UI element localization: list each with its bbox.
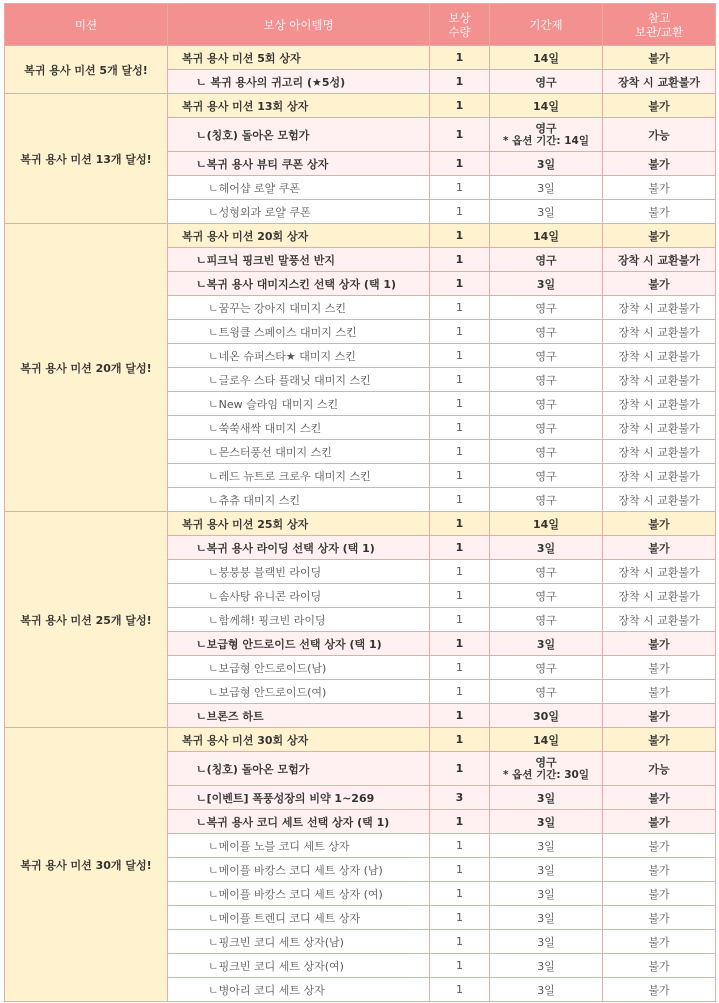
item-name-cell: ㄴ메이플 노블 코디 세트 상자 (168, 834, 430, 858)
qty-cell: 1 (430, 464, 490, 488)
qty-cell: 1 (430, 752, 490, 786)
mission-cell: 복귀 용사 미션 30개 달성! (5, 728, 168, 1002)
qty-cell: 1 (430, 978, 490, 1002)
qty-cell: 1 (430, 440, 490, 464)
note-cell: 가능 (603, 118, 716, 152)
qty-cell: 1 (430, 416, 490, 440)
note-cell: 불가 (603, 632, 716, 656)
table-header-row (5, 4, 716, 46)
qty-cell: 1 (430, 46, 490, 70)
qty-cell: 1 (430, 320, 490, 344)
note-cell: 불가 (603, 930, 716, 954)
item-name-cell: ㄴ 복귀 용사의 귀고리 (★5성) (168, 70, 430, 94)
item-name-cell: 복귀 용사 미션 5회 상자 (168, 46, 430, 70)
note-cell: 장착 시 교환불가 (603, 368, 716, 392)
period-cell: 영구 (490, 296, 603, 320)
qty-cell: 1 (430, 224, 490, 248)
note-cell: 불가 (603, 224, 716, 248)
period-cell: 3일 (490, 978, 603, 1002)
note-cell: 불가 (603, 46, 716, 70)
item-name-cell: ㄴ쑥쑥새싹 대미지 스킨 (168, 416, 430, 440)
header-item: 보상 아이템명 (168, 4, 430, 46)
note-cell: 불가 (603, 680, 716, 704)
qty-cell: 1 (430, 656, 490, 680)
qty-cell: 1 (430, 930, 490, 954)
item-name-cell: ㄴ메이플 바캉스 코디 세트 상자 (여) (168, 882, 430, 906)
header-note-line2: 보관/교환 (634, 24, 684, 39)
item-name-cell: ㄴ복귀 용사 코디 세트 선택 상자 (택 1) (168, 810, 430, 834)
period-cell: 3일 (490, 810, 603, 834)
period-cell (490, 752, 603, 786)
period-cell: 3일 (490, 152, 603, 176)
item-name-cell: ㄴ피크닉 핑크빈 말풍선 반지 (168, 248, 430, 272)
item-name-cell: ㄴ솜사탕 유니콘 라이딩 (168, 584, 430, 608)
header-note (603, 4, 716, 46)
qty-cell: 1 (430, 176, 490, 200)
note-cell: 불가 (603, 704, 716, 728)
period-cell: 영구 (490, 560, 603, 584)
item-name-cell: ㄴ복귀 용사 뷰티 쿠폰 상자 (168, 152, 430, 176)
note-cell: 장착 시 교환불가 (603, 440, 716, 464)
note-cell: 장착 시 교환불가 (603, 416, 716, 440)
qty-cell: 1 (430, 728, 490, 752)
header-mission: 미션 (5, 4, 168, 46)
note-cell: 불가 (603, 200, 716, 224)
period-cell: 영구 (490, 320, 603, 344)
period-cell: 3일 (490, 906, 603, 930)
item-name-cell: 복귀 용사 미션 30회 상자 (168, 728, 430, 752)
qty-cell: 1 (430, 858, 490, 882)
period-cell: 영구 (490, 368, 603, 392)
header-qty (430, 4, 490, 46)
qty-cell: 1 (430, 632, 490, 656)
period-cell: 영구 (490, 248, 603, 272)
period-cell: 영구 (490, 680, 603, 704)
period-cell: 영구 (490, 416, 603, 440)
item-name-cell: ㄴ성형외과 로얄 쿠폰 (168, 200, 430, 224)
period-cell (490, 118, 603, 152)
table-row (5, 46, 716, 70)
note-cell: 장착 시 교환불가 (603, 344, 716, 368)
qty-cell: 1 (430, 810, 490, 834)
item-name-cell: ㄴ핑크빈 코디 세트 상자(여) (168, 954, 430, 978)
qty-cell: 1 (430, 536, 490, 560)
table-row (5, 512, 716, 536)
period-main-text: 영구 (535, 121, 557, 135)
reward-table-container (4, 3, 716, 1002)
item-name-cell: ㄴ붕붕붕 블랙빈 라이딩 (168, 560, 430, 584)
item-name-cell: ㄴ메이플 트렌디 코디 세트 상자 (168, 906, 430, 930)
period-cell: 3일 (490, 858, 603, 882)
qty-cell: 1 (430, 272, 490, 296)
qty-cell: 1 (430, 392, 490, 416)
header-period: 기간제 (490, 4, 603, 46)
note-cell: 불가 (603, 954, 716, 978)
item-name-cell: ㄴ복귀 용사 라이딩 선택 상자 (택 1) (168, 536, 430, 560)
item-name-cell: ㄴ보급형 안드로이드(여) (168, 680, 430, 704)
header-note-line1: 참고 (647, 10, 671, 25)
mission-cell: 복귀 용사 미션 5개 달성! (5, 46, 168, 94)
qty-cell: 3 (430, 786, 490, 810)
qty-cell: 1 (430, 118, 490, 152)
note-cell: 장착 시 교환불가 (603, 70, 716, 94)
note-cell: 불가 (603, 536, 716, 560)
item-name-cell: ㄴ네온 슈퍼스타★ 대미지 스킨 (168, 344, 430, 368)
qty-cell: 1 (430, 344, 490, 368)
qty-cell: 1 (430, 248, 490, 272)
item-name-cell: ㄴ핑크빈 코디 세트 상자(남) (168, 930, 430, 954)
period-cell: 영구 (490, 488, 603, 512)
note-cell: 장착 시 교환불가 (603, 488, 716, 512)
header-qty-line2: 수량 (448, 24, 471, 39)
period-cell: 3일 (490, 786, 603, 810)
item-name-cell: ㄴ레드 뉴트로 크로우 대미지 스킨 (168, 464, 430, 488)
note-cell: 가능 (603, 752, 716, 786)
period-cell: 영구 (490, 70, 603, 94)
note-cell: 불가 (603, 978, 716, 1002)
qty-cell: 1 (430, 680, 490, 704)
qty-cell: 1 (430, 94, 490, 118)
note-cell: 장착 시 교환불가 (603, 296, 716, 320)
period-cell: 3일 (490, 632, 603, 656)
item-name-cell: ㄴ(칭호) 돌아온 모험가 (168, 118, 430, 152)
period-cell: 영구 (490, 584, 603, 608)
table-body (5, 46, 716, 1002)
qty-cell: 1 (430, 834, 490, 858)
item-name-cell: ㄴ트윙클 스페이스 대미지 스킨 (168, 320, 430, 344)
item-name-cell: 복귀 용사 미션 20회 상자 (168, 224, 430, 248)
note-cell: 불가 (603, 834, 716, 858)
period-cell: 영구 (490, 464, 603, 488)
item-name-cell: ㄴ츄츄 대미지 스킨 (168, 488, 430, 512)
note-cell: 불가 (603, 152, 716, 176)
qty-cell: 1 (430, 200, 490, 224)
note-cell: 장착 시 교환불가 (603, 584, 716, 608)
item-name-cell: ㄴ보급형 안드로이드 선택 상자 (택 1) (168, 632, 430, 656)
header-qty-line1: 보상 (448, 10, 471, 25)
qty-cell: 1 (430, 954, 490, 978)
period-cell: 14일 (490, 46, 603, 70)
period-cell: 30일 (490, 704, 603, 728)
period-cell: 영구 (490, 656, 603, 680)
table-row (5, 728, 716, 752)
note-cell: 불가 (603, 858, 716, 882)
item-name-cell: ㄴ헤어샵 로얄 쿠폰 (168, 176, 430, 200)
note-cell: 불가 (603, 94, 716, 118)
period-main-text: 영구 (535, 755, 557, 769)
period-cell: 영구 (490, 344, 603, 368)
item-name-cell: ㄴ병아리 코디 세트 상자 (168, 978, 430, 1002)
item-name-cell: ㄴ몬스터풍선 대미지 스킨 (168, 440, 430, 464)
note-cell: 불가 (603, 810, 716, 834)
mission-cell: 복귀 용사 미션 25개 달성! (5, 512, 168, 728)
note-cell: 불가 (603, 882, 716, 906)
period-cell: 14일 (490, 224, 603, 248)
period-cell: 3일 (490, 200, 603, 224)
period-cell: 3일 (490, 272, 603, 296)
qty-cell: 1 (430, 296, 490, 320)
item-name-cell: ㄴNew 슬라임 대미지 스킨 (168, 392, 430, 416)
period-cell: 영구 (490, 608, 603, 632)
note-cell: 불가 (603, 512, 716, 536)
note-cell: 불가 (603, 656, 716, 680)
note-cell: 불가 (603, 728, 716, 752)
period-option-text: * 옵션 기간: 14일 (503, 134, 589, 147)
qty-cell: 1 (430, 368, 490, 392)
qty-cell: 1 (430, 152, 490, 176)
item-name-cell: ㄴ복귀 용사 대미지스킨 선택 상자 (택 1) (168, 272, 430, 296)
note-cell: 장착 시 교환불가 (603, 560, 716, 584)
note-cell: 장착 시 교환불가 (603, 608, 716, 632)
note-cell: 장착 시 교환불가 (603, 392, 716, 416)
qty-cell: 1 (430, 882, 490, 906)
note-cell: 불가 (603, 272, 716, 296)
table-row (5, 94, 716, 118)
item-name-cell: ㄴ꿈꾸는 강아지 대미지 스킨 (168, 296, 430, 320)
period-cell: 3일 (490, 834, 603, 858)
qty-cell: 1 (430, 608, 490, 632)
qty-cell: 1 (430, 560, 490, 584)
period-cell: 3일 (490, 954, 603, 978)
period-cell: 14일 (490, 728, 603, 752)
note-cell: 장착 시 교환불가 (603, 248, 716, 272)
period-cell: 3일 (490, 882, 603, 906)
table-row (5, 224, 716, 248)
period-cell: 3일 (490, 176, 603, 200)
item-name-cell: ㄴ글로우 스타 플래닛 대미지 스킨 (168, 368, 430, 392)
period-cell: 14일 (490, 512, 603, 536)
qty-cell: 1 (430, 584, 490, 608)
period-option-text: * 옵션 기간: 30일 (503, 768, 589, 781)
note-cell: 불가 (603, 906, 716, 930)
note-cell: 장착 시 교환불가 (603, 464, 716, 488)
note-cell: 장착 시 교환불가 (603, 320, 716, 344)
mission-cell: 복귀 용사 미션 13개 달성! (5, 94, 168, 224)
item-name-cell: ㄴ함께해! 핑크빈 라이딩 (168, 608, 430, 632)
reward-table (4, 3, 716, 1002)
item-name-cell: ㄴ보급형 안드로이드(남) (168, 656, 430, 680)
item-name-cell: ㄴ메이플 바캉스 코디 세트 상자 (남) (168, 858, 430, 882)
note-cell: 불가 (603, 176, 716, 200)
qty-cell: 1 (430, 512, 490, 536)
qty-cell: 1 (430, 488, 490, 512)
mission-cell: 복귀 용사 미션 20개 달성! (5, 224, 168, 512)
period-cell: 3일 (490, 536, 603, 560)
qty-cell: 1 (430, 704, 490, 728)
period-cell: 3일 (490, 930, 603, 954)
item-name-cell: 복귀 용사 미션 13회 상자 (168, 94, 430, 118)
qty-cell: 1 (430, 906, 490, 930)
note-cell: 불가 (603, 786, 716, 810)
qty-cell: 1 (430, 70, 490, 94)
period-cell: 영구 (490, 392, 603, 416)
item-name-cell: ㄴ(칭호) 돌아온 모험가 (168, 752, 430, 786)
item-name-cell: 복귀 용사 미션 25회 상자 (168, 512, 430, 536)
item-name-cell: ㄴ브론즈 하트 (168, 704, 430, 728)
period-cell: 영구 (490, 440, 603, 464)
item-name-cell: ㄴ[이벤트] 폭풍성장의 비약 1~269 (168, 786, 430, 810)
period-cell: 14일 (490, 94, 603, 118)
